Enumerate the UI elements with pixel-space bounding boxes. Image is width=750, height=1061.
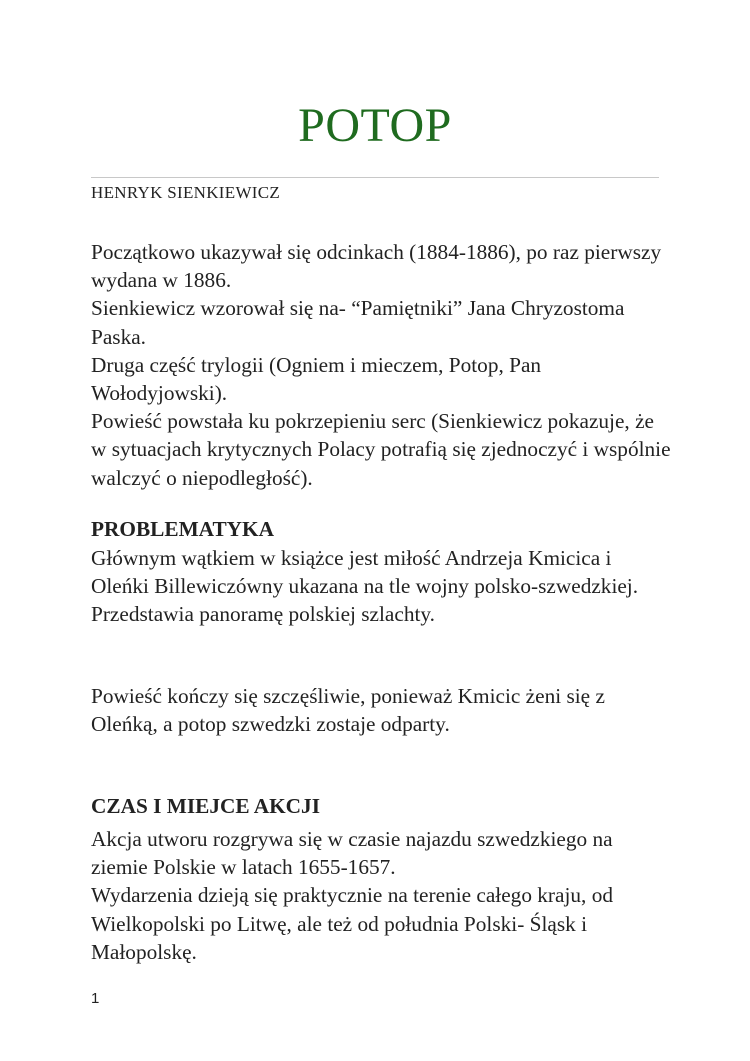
problematyka-section [91,514,671,629]
intro-paragraph-inspiration: Sienkiewicz wzorował się na- “Pamiętniki” Jana Chryzostoma Paska. [91,296,625,349]
title-divider [91,177,659,178]
problematyka-heading: PROBLEMATYKA [91,517,274,541]
czas-paragraph-place: Wydarzenia dzieją się praktycznie na terenie całego kraju, od Wielkopolski po Litwę, ale też od południa Polski- Śląsk i Małopolskę. [91,883,613,964]
czas-paragraph-time: Akcja utworu rozgrywa się w czasie najazdu szwedzkiego na ziemie Polskie w latach 1655-1657. [91,827,613,880]
author-name: HENRYK SIENKIEWICZ [91,183,281,202]
czas-i-miejsce-section [91,791,671,966]
czas-i-miejsce-heading: CZAS I MIEJCE AKCJI [91,794,320,818]
intro-section [91,238,671,492]
problematyka-paragraph-plot: Głównym wątkiem w książce jest miłość Andrzeja Kmicica i Oleńki Billewiczówny ukazana na tle wojny polsko-szwedzkiej. [91,546,639,599]
intro-paragraph-purpose: Powieść powstała ku pokrzepieniu serc (Sienkiewicz pokazuje, że w sytuacjach krytycznych Polacy potrafią się zjednoczyć i wspólnie walczyć o niepodległość). [91,409,671,490]
document-title: POTOP [298,99,452,152]
page-number: 1 [91,990,100,1007]
intro-paragraph-publication: Początkowo ukazywał się odcinkach (1884-1886), po raz pierwszy wydana w 1886. [91,240,662,293]
ending-paragraph: Powieść kończy się szczęśliwie, ponieważ Kmicic żeni się z Oleńką, a potop szwedzki zostaje odparty. [91,684,605,737]
problematyka-paragraph-panorama: Przedstawia panoramę polskiej szlachty. [91,602,435,627]
ending-section [91,682,671,738]
intro-paragraph-trilogy: Druga część trylogii (Ogniem i mieczem, Potop, Pan Wołodyjowski). [91,352,542,406]
